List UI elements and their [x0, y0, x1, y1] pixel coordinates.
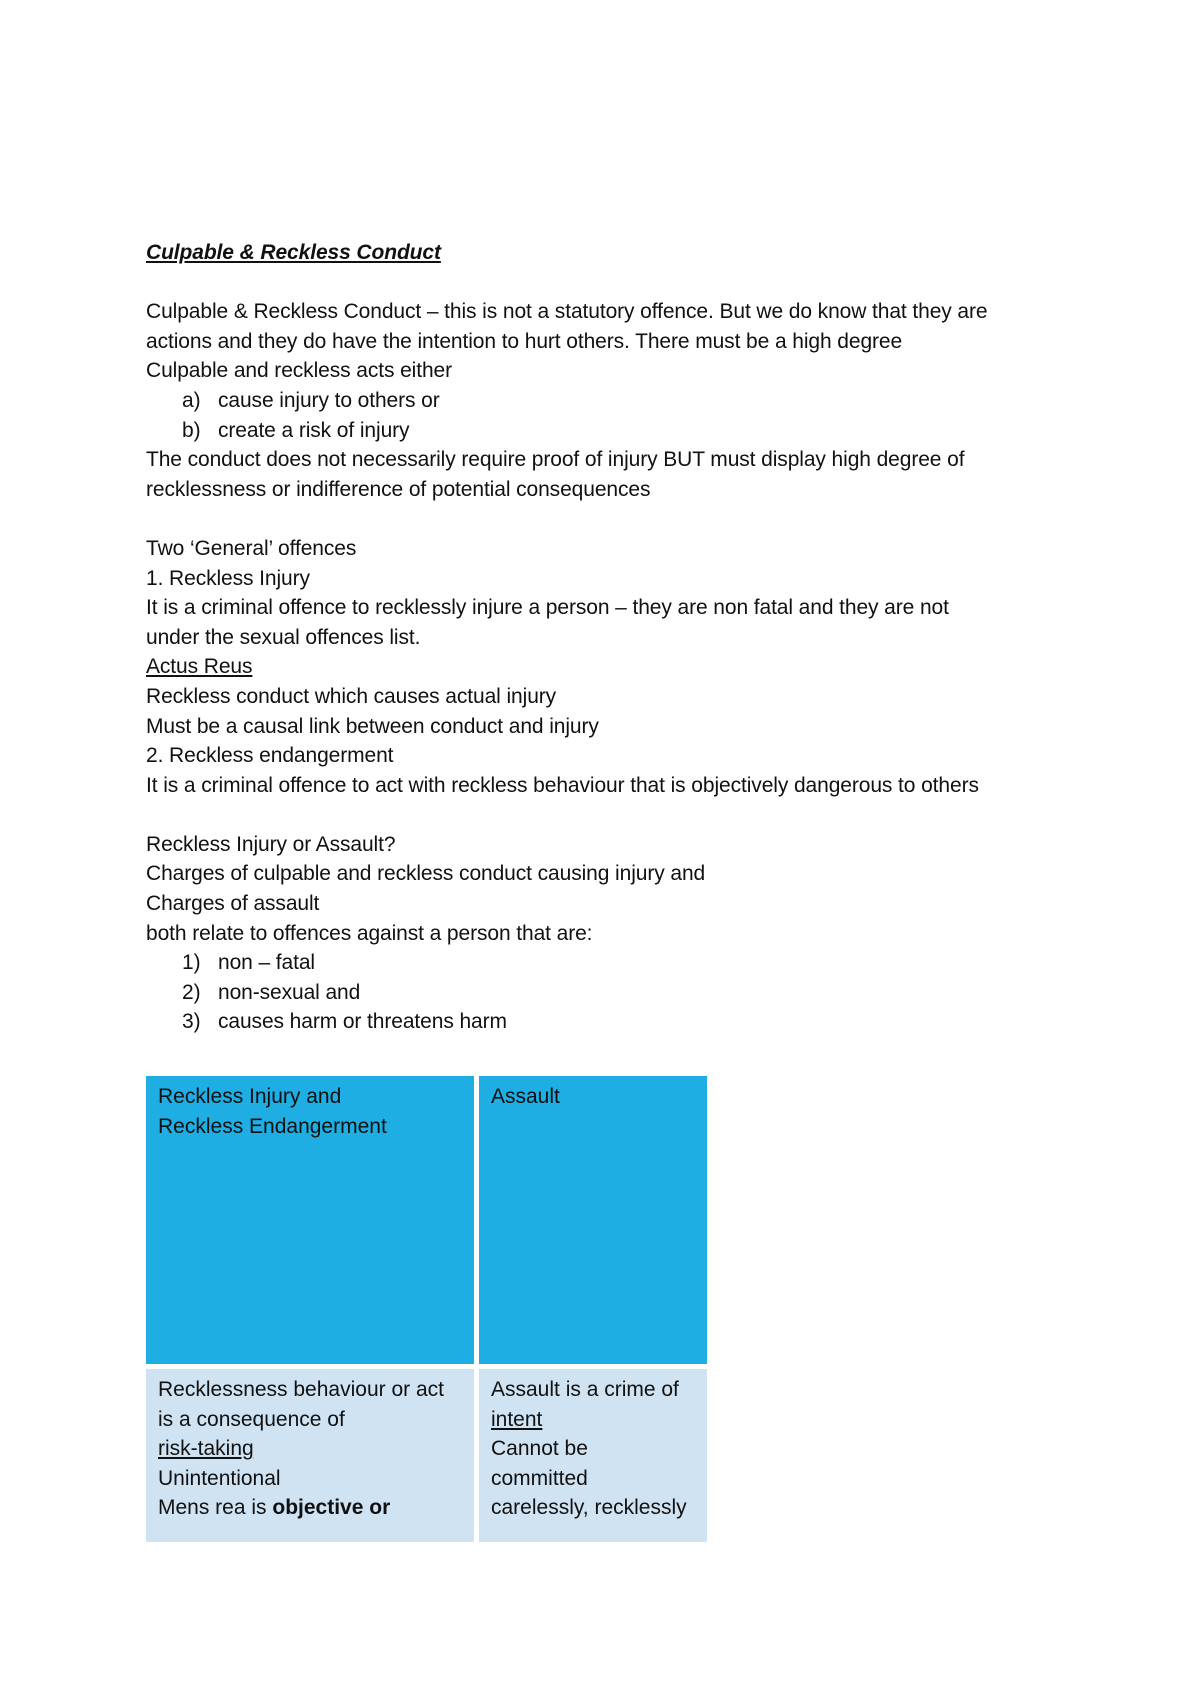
comparison-table — [141, 1071, 712, 1547]
cell-line: committed — [491, 1466, 588, 1490]
injury-vs-assault-heading: Reckless Injury or Assault? — [146, 832, 396, 856]
actus-reus-label: Actus Reus — [146, 655, 253, 679]
general-offences-heading: Two ‘General’ offences — [146, 536, 357, 560]
cell-line: intent — [491, 1407, 543, 1431]
acts-list — [146, 386, 1066, 445]
cell-line: Assault — [491, 1085, 560, 1108]
spacer — [146, 800, 1066, 830]
table-cell-reckless — [146, 1369, 474, 1542]
offence-description: under the sexual offences list. — [146, 625, 421, 649]
table-row — [146, 1076, 707, 1364]
cell-line: carelessly, recklessly — [491, 1496, 687, 1520]
table-cell-assault — [479, 1369, 707, 1542]
offence-description: It is a criminal offence to act with reckless behaviour that is objectively dangerous to others — [146, 773, 979, 797]
table-header-cell-reckless — [146, 1076, 474, 1364]
list-item — [146, 1007, 1066, 1037]
list-item — [146, 416, 1066, 446]
list-item-text: causes harm or threatens harm — [218, 1010, 507, 1034]
cell-line: Reckless Endangerment — [158, 1114, 387, 1138]
spacer — [146, 504, 1066, 534]
cell-line: Assault is a crime of — [491, 1378, 679, 1401]
injury-vs-assault-line: Charges of assault — [146, 892, 320, 916]
cell-line: is a consequence of — [158, 1407, 345, 1431]
list-item-text: create a risk of injury — [218, 418, 410, 442]
cell-line: Cannot be — [491, 1437, 588, 1461]
list-marker: 1) — [182, 951, 201, 975]
list-item-text: non-sexual and — [218, 980, 361, 1004]
cell-line: Recklessness behaviour or act — [158, 1378, 444, 1401]
cell-line: risk-taking — [158, 1437, 254, 1461]
cell-line: Unintentional — [158, 1466, 281, 1490]
table-header-cell-assault — [479, 1076, 707, 1364]
list-marker: 2) — [182, 980, 201, 1004]
conduct-note-line: The conduct does not necessarily require proof of injury BUT must display high degree of — [146, 448, 965, 472]
cell-text: Mens rea is — [158, 1496, 273, 1520]
actus-reus-line: Must be a causal link between conduct and injury — [146, 714, 599, 738]
list-item-text: non – fatal — [218, 951, 315, 975]
intro-line: actions and they do have the intention to hurt others. There must be a high degree — [146, 329, 903, 353]
conduct-note-line: recklessness or indifference of potential consequences — [146, 477, 651, 501]
cell-text-bold: objective or — [272, 1496, 391, 1520]
list-marker: b) — [182, 418, 201, 442]
offence-description: It is a criminal offence to recklessly injure a person – they are non fatal and they are not — [146, 596, 949, 620]
spacer — [146, 268, 1066, 298]
cell-line: Reckless Injury and — [158, 1085, 342, 1108]
list-item — [146, 948, 1066, 978]
actus-reus-line: Reckless conduct which causes actual injury — [146, 684, 557, 708]
injury-vs-assault-line: both relate to offences against a person that are: — [146, 921, 593, 945]
list-item-text: cause injury to others or — [218, 388, 440, 412]
table-row — [146, 1369, 707, 1542]
list-marker: a) — [182, 388, 201, 412]
cell-line — [158, 1493, 462, 1523]
list-marker: 3) — [182, 1010, 201, 1034]
intro-line: Culpable & Reckless Conduct – this is not a statutory offence. But we do know that they are — [146, 300, 988, 324]
list-item — [146, 386, 1066, 416]
injury-vs-assault-line: Charges of culpable and reckless conduct causing injury and — [146, 862, 706, 886]
list-item — [146, 978, 1066, 1008]
offence-title-reckless-endangerment: 2. Reckless endangerment — [146, 744, 394, 768]
document-body — [146, 238, 1066, 1037]
document-title: Culpable & Reckless Conduct — [146, 241, 441, 264]
offence-properties-list — [146, 948, 1066, 1037]
offence-title-reckless-injury: 1. Reckless Injury — [146, 566, 310, 590]
intro-line: Culpable and reckless acts either — [146, 359, 453, 383]
